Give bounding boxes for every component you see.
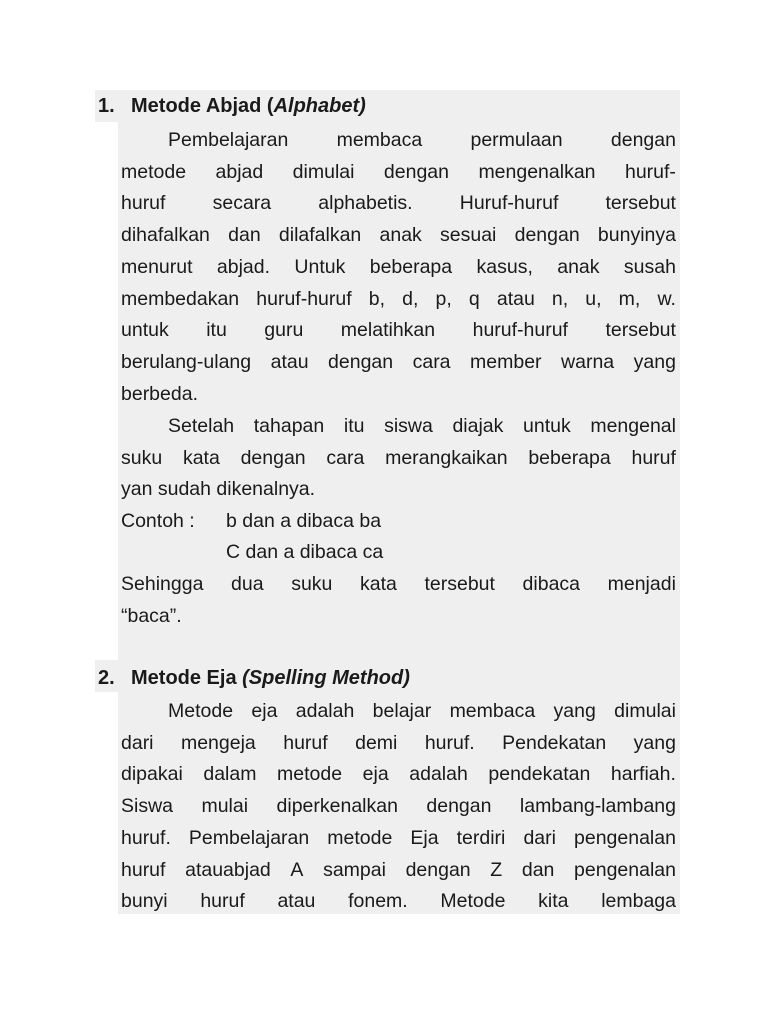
word: A — [290, 858, 304, 881]
section-1-title-italic: Alphabet) — [273, 95, 366, 117]
word: mengenal — [590, 415, 676, 437]
word: huruf — [283, 731, 328, 754]
word: dengan — [405, 858, 471, 881]
text-line — [121, 885, 676, 917]
word: demi — [355, 731, 398, 754]
word: Metode — [168, 700, 234, 722]
section-2-number: 2. — [98, 667, 115, 689]
word: dalam — [203, 763, 257, 786]
word: yang — [553, 700, 596, 722]
word: m, — [618, 287, 641, 310]
word: dua — [231, 573, 264, 595]
text-line — [168, 124, 676, 156]
word: huruf — [121, 858, 166, 881]
word: membedakan — [121, 287, 240, 310]
word: susah — [623, 255, 676, 278]
word: permulaan — [470, 129, 563, 151]
word: melatihkan — [340, 319, 436, 342]
word: bunyi — [121, 890, 168, 913]
word: merangkaikan — [385, 446, 508, 469]
section-1-paragraph-3-last-line: “baca”. — [121, 605, 182, 627]
word: dimulai — [292, 160, 355, 183]
word: belajar — [372, 700, 432, 722]
word: adalah — [295, 700, 355, 722]
word: suku — [121, 446, 163, 469]
word: dengan — [328, 350, 394, 373]
word: dari — [523, 826, 556, 849]
text-line — [121, 346, 676, 378]
word: dilafalkan — [278, 224, 362, 247]
word: abjad. — [216, 255, 271, 278]
word: atau — [496, 287, 535, 310]
word: tersebut — [605, 192, 676, 215]
word: abjad — [215, 160, 264, 183]
word: mengenalkan — [478, 160, 596, 183]
word: dengan — [514, 224, 580, 247]
word: atau — [277, 890, 316, 913]
word: dibaca — [522, 573, 581, 595]
text-line — [121, 283, 676, 315]
word: fonem. — [348, 890, 408, 913]
word: diperkenalkan — [276, 795, 398, 818]
word: terdiri — [456, 826, 506, 849]
section-2-title-italic: (Spelling Method) — [242, 667, 410, 689]
section-1-paragraph-2-last-line: yan sudah dikenalnya. — [121, 478, 316, 500]
word: huruf- — [624, 160, 676, 183]
word: Siswa — [121, 795, 174, 818]
word: yang — [633, 350, 676, 373]
word: n, — [551, 287, 569, 310]
word: huruf — [121, 192, 166, 215]
word: berulang-ulang — [121, 350, 252, 373]
section-1-paragraph-1-last-line: berbeda. — [121, 383, 198, 405]
word: pengenalan — [574, 826, 676, 849]
word: harfiah. — [610, 763, 676, 786]
text-line — [168, 695, 676, 727]
word: pengenalan — [574, 858, 676, 881]
word: p, — [435, 287, 452, 310]
word: metode — [121, 160, 187, 183]
word: Pembelajaran — [168, 129, 289, 151]
word: menurut — [121, 255, 193, 278]
section-2-title: Metode Eja — [131, 667, 243, 689]
text-line — [121, 251, 676, 283]
word: cara — [412, 350, 451, 373]
word: Metode — [440, 890, 506, 913]
text-line — [121, 314, 676, 346]
word: alphabetis. — [318, 192, 413, 215]
word: mengeja — [180, 731, 256, 754]
word: beberapa — [369, 255, 453, 278]
word: dengan — [240, 446, 306, 469]
word: diajak — [452, 415, 504, 437]
word: dan — [521, 858, 555, 881]
word: b, — [368, 287, 386, 310]
word: guru — [264, 319, 304, 342]
text-line — [121, 219, 676, 251]
word: untuk — [121, 319, 169, 342]
word: Pembelajaran — [188, 826, 310, 849]
word: warna — [561, 350, 615, 373]
word: huruf — [631, 446, 676, 469]
word: membaca — [449, 700, 536, 722]
word: kata — [182, 446, 220, 469]
text-line — [121, 790, 676, 822]
example-line-1: b dan a dibaca ba — [226, 510, 382, 532]
word: lambang-lambang — [519, 795, 676, 818]
text-line — [121, 156, 676, 188]
word: Z — [490, 858, 503, 881]
word: huruf — [200, 890, 245, 913]
word: metode — [277, 763, 343, 786]
word: itu — [343, 415, 365, 437]
word: q — [468, 287, 480, 310]
word: tersebut — [424, 573, 495, 595]
word: Untuk — [294, 255, 346, 278]
word: dengan — [610, 129, 676, 151]
text-line — [121, 758, 676, 790]
text-line — [121, 822, 676, 854]
word: d, — [402, 287, 419, 310]
word: yang — [633, 731, 676, 754]
word: metode — [327, 826, 393, 849]
word: Sehingga — [121, 573, 204, 595]
word: Setelah — [168, 415, 235, 437]
word: cara — [326, 446, 365, 469]
example-line-2: C dan a dibaca ca — [226, 541, 384, 563]
section-1-heading — [98, 90, 366, 122]
word: dengan — [383, 160, 449, 183]
word: tahapan — [253, 415, 325, 437]
word: dimulai — [614, 700, 676, 722]
word: lembaga — [601, 890, 676, 913]
word: huruf-huruf — [472, 319, 568, 342]
word: huruf-huruf — [256, 287, 352, 310]
word: adalah — [409, 763, 468, 786]
word: tersebut — [605, 319, 676, 342]
word: pendekatan — [488, 763, 591, 786]
word: anak — [379, 224, 422, 247]
text-line — [121, 727, 676, 759]
text-line — [121, 854, 676, 886]
section-1-title: Metode Abjad ( — [131, 95, 274, 117]
text-line — [121, 568, 676, 600]
word: suku — [291, 573, 333, 595]
word: eja — [362, 763, 389, 786]
text-line — [121, 187, 676, 219]
word: membaca — [336, 129, 423, 151]
word: atauabjad — [185, 858, 271, 881]
word: u, — [585, 287, 602, 310]
word: dan — [228, 224, 261, 247]
word: siswa — [384, 415, 433, 437]
word: dihafalkan — [121, 224, 210, 247]
word: dengan — [426, 795, 492, 818]
word: anak — [557, 255, 600, 278]
word: atau — [270, 350, 309, 373]
word: huruf. — [424, 731, 475, 754]
word: menjadi — [607, 573, 676, 595]
word: kita — [538, 890, 569, 913]
word: secara — [212, 192, 272, 215]
word: dipakai — [121, 763, 183, 786]
word: itu — [206, 319, 227, 342]
word: member — [470, 350, 542, 373]
word: Pendekatan — [502, 731, 607, 754]
section-1-number: 1. — [98, 95, 115, 117]
word: bunyinya — [597, 224, 676, 247]
section-2-heading — [98, 662, 410, 694]
word: beberapa — [528, 446, 611, 469]
word: sampai — [323, 858, 386, 881]
word: kasus, — [476, 255, 533, 278]
text-line — [168, 410, 676, 442]
word: eja — [251, 700, 278, 722]
word: dari — [121, 731, 154, 754]
text-line — [121, 442, 676, 474]
word: kata — [360, 573, 397, 595]
word: Eja — [410, 826, 439, 849]
word: huruf. — [121, 826, 171, 849]
word: sesuai — [440, 224, 497, 247]
example-label: Contoh : — [121, 510, 195, 532]
word: mulai — [201, 795, 249, 818]
word: w. — [657, 287, 676, 310]
word: Huruf-huruf — [459, 192, 559, 215]
word: untuk — [523, 415, 571, 437]
